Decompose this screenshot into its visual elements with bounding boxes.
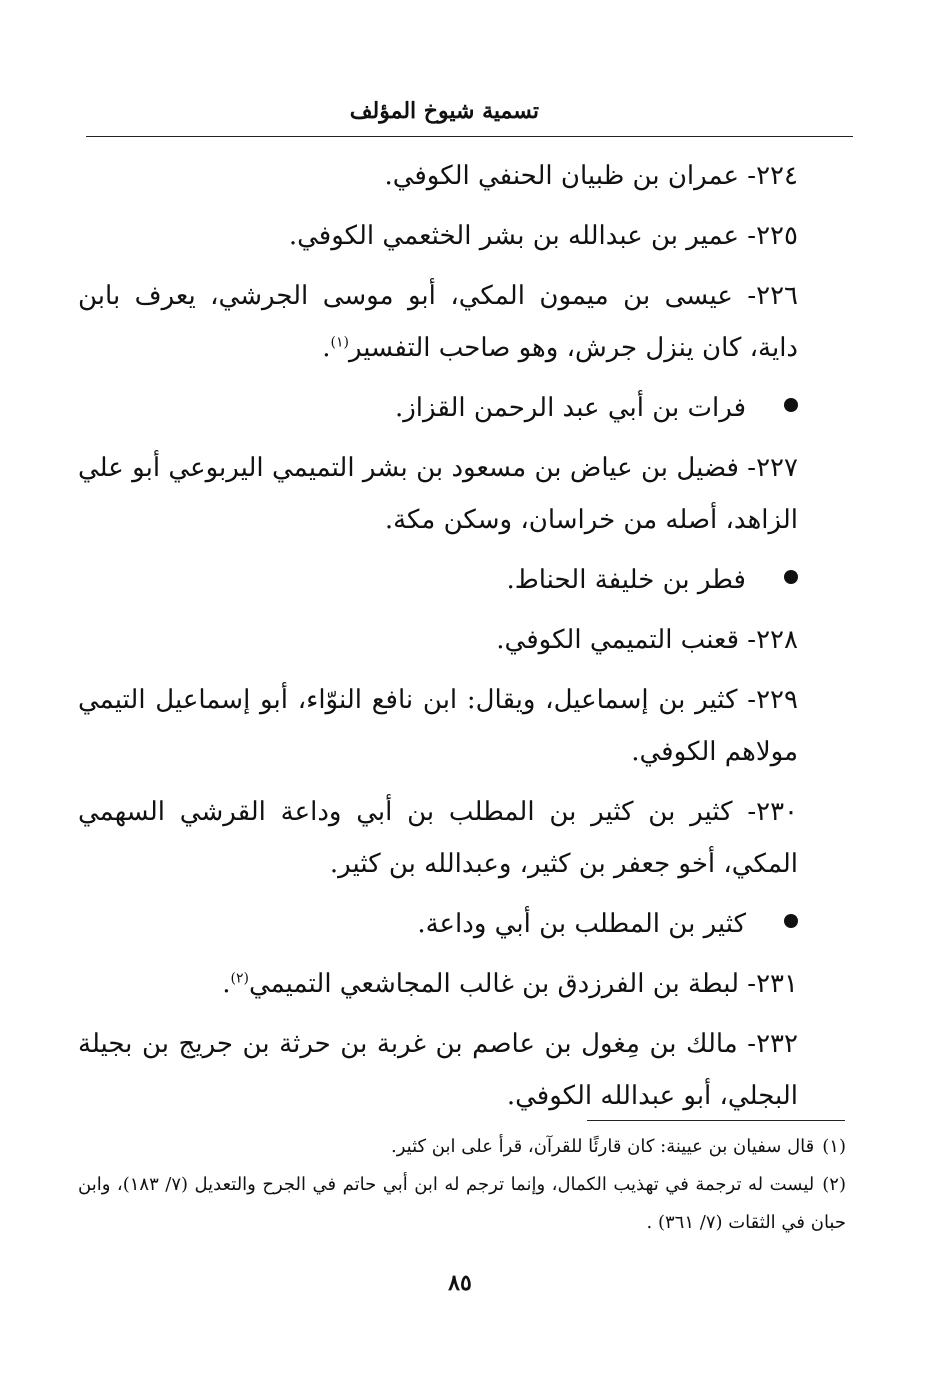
bullet-dot-icon [784,914,798,928]
entry-229 [78,674,798,778]
entry-number: ٢٢٧- [747,453,798,483]
entry-text: عيسى بن ميمون المكي، أبو موسى الجرشي، يعرف بابن داية، كان ينزل جرش، وهو صاحب التفسير [78,281,798,363]
entry-text: فرات بن أبي عبد الرحمن القزاز. [394,393,746,423]
entry-tail: . [222,969,231,999]
entry-text: عمران بن ظبيان الحنفي الكوفي. [384,161,740,191]
bullet-dot-icon [784,398,798,412]
footnote-text: ليست له ترجمة في تهذيب الكمال، وإنما ترجم له ابن أبي حاتم في الجرح والتعديل (٧/ ١٨٣)، وابن حبان في الثقات (٧/ ٣٦١) . [78,1174,846,1233]
page-number: ٨٥ [448,1270,472,1296]
entry-number: ٢٢٨- [747,625,798,655]
entry-227 [78,442,798,546]
entry-number: ٢٢٤- [747,161,798,191]
footnotes [78,1128,846,1242]
entry-228 [78,614,798,666]
bullet-entry-furat [78,382,798,434]
entry-224 [78,150,798,202]
entry-230 [78,786,798,890]
entry-number: ٢٣٠- [747,797,799,827]
entry-226 [78,270,798,374]
entry-number: ٢٢٩- [747,685,798,715]
entry-number: ٢٢٥- [747,221,798,251]
entry-text: عمير بن عبدالله بن بشر الخثعمي الكوفي. [288,221,740,251]
entry-232 [78,1018,798,1122]
footnote-mark: (٢) [822,1174,846,1195]
header-rule [86,136,853,137]
entry-number: ٢٣٢- [747,1029,798,1059]
entry-231 [78,958,798,1010]
footnote-ref: (١) [330,334,349,351]
main-text [78,150,798,1130]
footnote-rule [587,1120,845,1121]
entry-text: قعنب التميمي الكوفي. [496,625,740,655]
entry-text: كثير بن إسماعيل، ويقال: ابن نافع النوّاء، أبو إسماعيل التيمي مولاهم الكوفي. [78,685,798,767]
entry-number: ٢٣١- [747,969,798,999]
bullet-entry-kathir [78,898,798,950]
footnote-2 [78,1166,846,1242]
entry-text: فضيل بن عياض بن مسعود بن بشر التميمي اليربوعي أبو علي الزاهد، أصله من خراسان، وسكن مكة. [78,453,798,535]
entry-text: لبطة بن الفرزدق بن غالب المجاشعي التميمي [248,969,740,999]
entry-text: كثير بن كثير بن المطلب بن أبي وداعة القرشي السهمي المكي، أخو جعفر بن كثير، وعبدالله بن كثير. [78,797,798,879]
entry-text: كثير بن المطلب بن أبي وداعة. [417,909,746,939]
footnote-ref: (٢) [230,970,249,987]
entry-tail: . [322,333,331,363]
bullet-dot-icon [784,570,798,584]
entry-225 [78,210,798,262]
bullet-entry-fitr [78,554,798,606]
entry-number: ٢٢٦- [747,281,799,311]
footnote-1 [78,1128,846,1166]
footnote-mark: (١) [822,1136,846,1157]
entry-text: فطر بن خليفة الحناط. [506,565,746,595]
running-header-title: تسمية شيوخ المؤلف [349,98,539,124]
entry-text: مالك بن مِغول بن عاصم بن غربة بن حرثة بن جريج بن بجيلة البجلي، أبو عبدالله الكوفي. [78,1029,798,1111]
footnote-text: قال سفيان بن عيينة: كان قارئًا للقرآن، قرأ على ابن كثير. [391,1136,815,1157]
